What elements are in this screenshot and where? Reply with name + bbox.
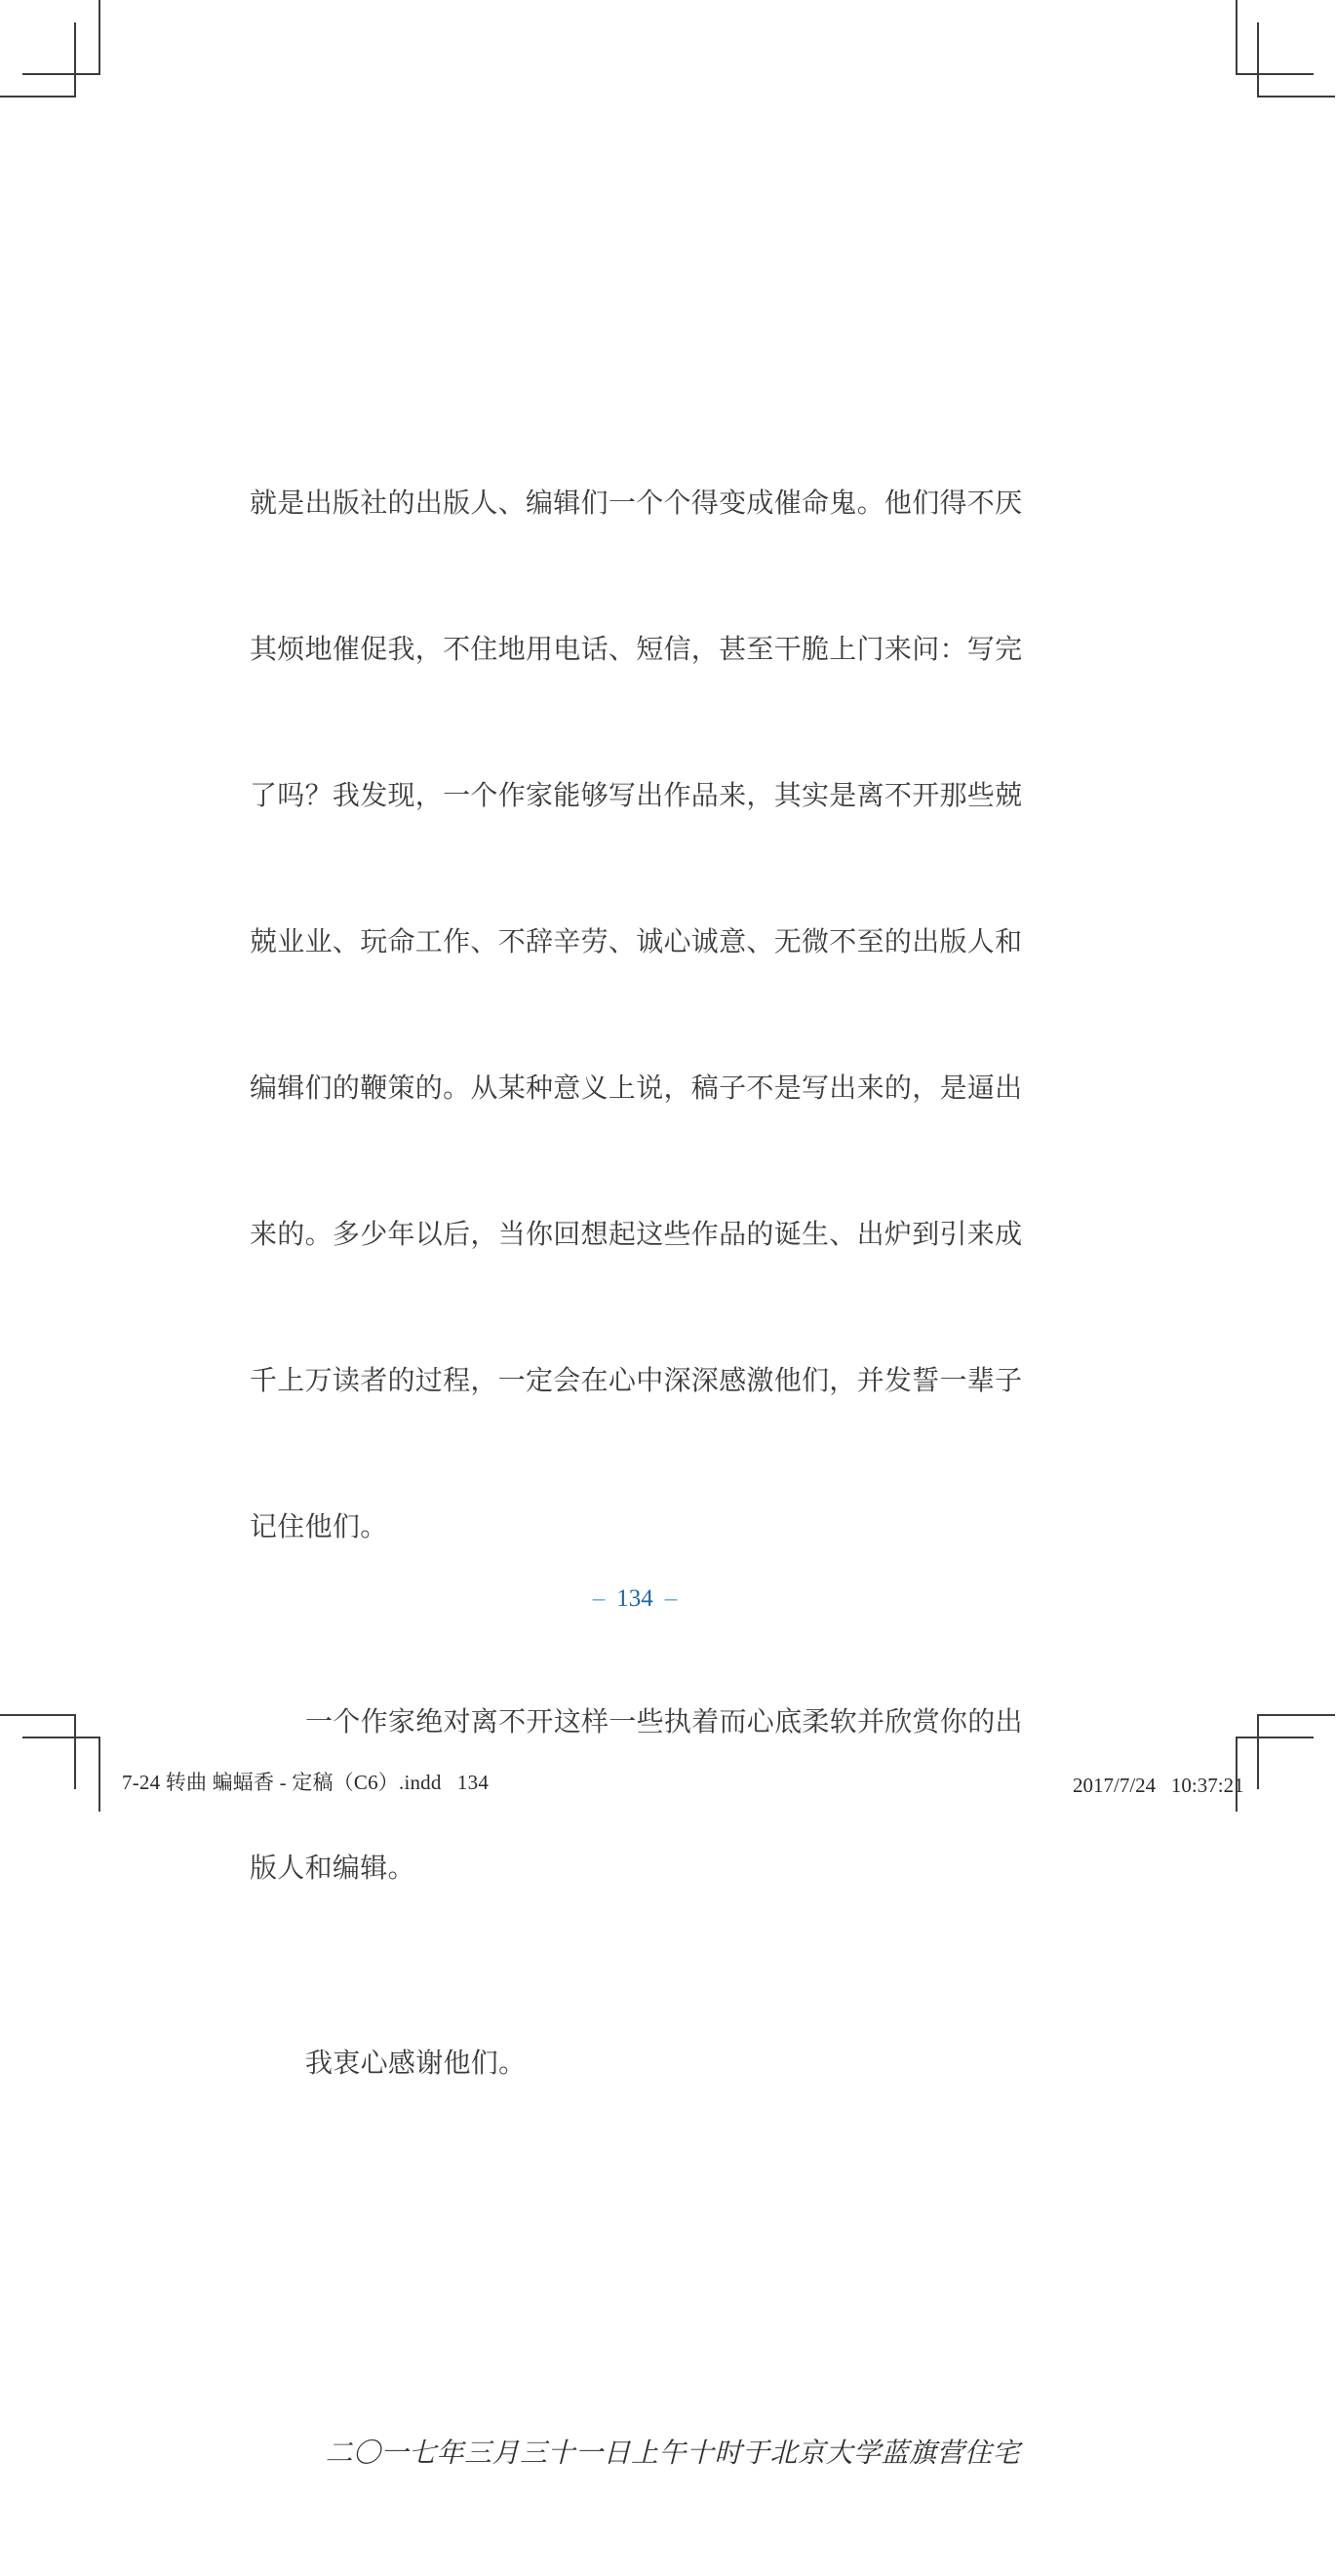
crop-mark-top-left-inner: [0, 22, 76, 98]
body-text-line: 我衷心感谢他们。: [305, 2049, 527, 2079]
body-text-line: 就是出版社的出版人、编辑们一个个得变成催命鬼。他们得不厌: [250, 488, 1023, 519]
body-text-line: 千上万读者的过程，一定会在心中深深感激他们，并发誓一辈子: [250, 1366, 1023, 1396]
folio: [250, 1585, 1020, 1613]
body-text-line: 兢业业、玩命工作、不辞辛劳、诚心诚意、无微不至的出版人和: [250, 927, 1023, 957]
page-number: 134: [616, 1585, 653, 1612]
body-text-line: 版人和编辑。: [250, 1854, 415, 1884]
footer-document-name: 7-24 转曲 蝙蝠香 - 定稿（C6）.indd 134: [122, 1771, 490, 1794]
body-text-line: 了吗？我发现，一个作家能够写出作品来，其实是离不开那些兢: [250, 781, 1023, 811]
folio-dash-left: –: [592, 1585, 606, 1612]
body-text-line: 其烦地催促我，不住地用电话、短信，甚至干脆上门来问：写完: [250, 635, 1023, 665]
body-text-block: [250, 382, 1023, 2576]
folio-dash-right: –: [664, 1585, 678, 1612]
dateline: 二〇一七年三月三十一日上午十时于北京大学蓝旗营住宅: [325, 2439, 1020, 2469]
body-text-line: 一个作家绝对离不开这样一些执着而心底柔软并欣赏你的出: [305, 1707, 1023, 1737]
body-text-line: 来的。多少年以后，当你回想起这些作品的诞生、出炉到引来成: [250, 1220, 1023, 1250]
crop-mark-top-right-inner: [1257, 22, 1335, 98]
blank-line-spacer: [250, 2235, 1020, 2283]
crop-mark-bottom-right-inner: [1257, 1714, 1335, 1789]
footer-timestamp: 2017/7/24 10:37:21: [1073, 1774, 1244, 1797]
body-text-line: 编辑们的鞭策的。从某种意义上说，稿子不是写出来的，是逼出: [250, 1073, 1023, 1104]
crop-mark-bottom-left-inner: [0, 1714, 76, 1789]
body-text-line: 记住他们。: [250, 1512, 388, 1542]
